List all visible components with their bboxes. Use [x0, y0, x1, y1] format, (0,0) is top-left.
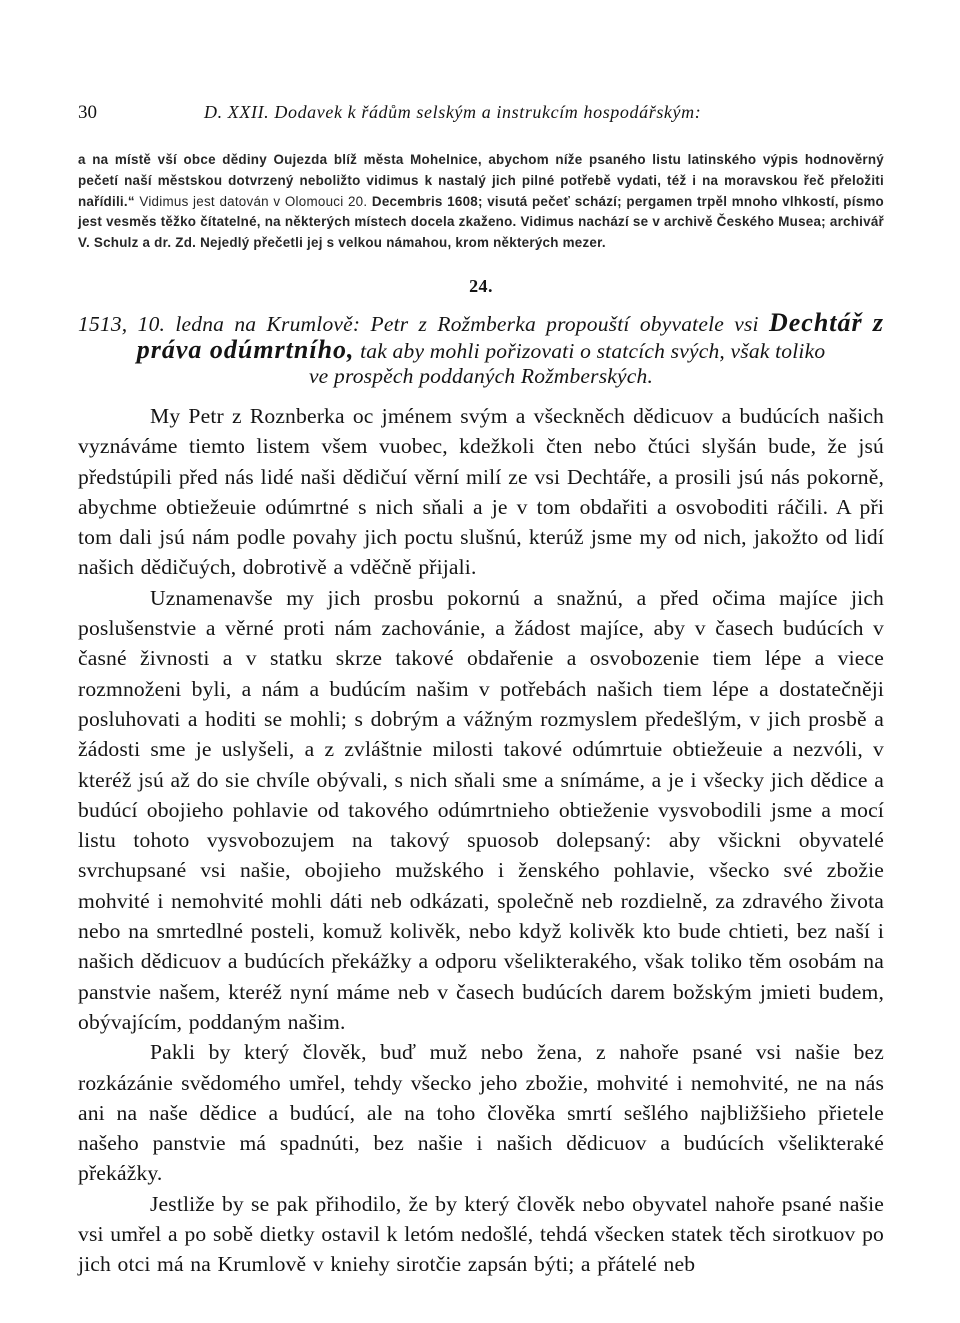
document-body	[78, 401, 884, 1280]
regest-date: 1513, 10. ledna na Krumlově:	[78, 311, 361, 336]
regest-village: Dechtář	[768, 307, 863, 337]
document-number: 24.	[469, 275, 493, 296]
body-paragraph: Uznamenavše my jich prosbu pokornú a snažnú, a před očima majíce jich poslušenstvie a věrné proti nám zachovánie, a žádost majíce, aby v časech budúcích v časné živnosti a v statku skrze takové obdařenie a osvobozenie tiem lépe a viece rozmnoženi byli, a nám a budúcím našim v potřebách našich tiem lépe a dostatečněji posluhovati a hoditi se mohli; s dobrým a vážným rozmyslem předešlým, v jich prosbě a žádosti sme je uslyšeli, a z zvláštnie milosti takové odúmrtuie obtiežeuie a nezvóli, v kteréž jsú až do sie chvíle obývali, s nich sňali sme a snímáme, a je i všecky jich dědice a budúcí obojieho pohlavie od takového odúmrtnieho obtieženie vysvobodili jsme a mocí listu tohoto vysvobozujem na takový spuosob dolepsaný: aby všickni obyvatelé svrchupsané vsi našie, obojieho mužského i ženského pohlavie, všecko své zbožie mohvité i nemohvité mohli dáti neb odkázati, společně neb rozdielně, za zdravého života nebo na smrtedlné posteli, komuž kolivěk, nebo když kolivěk kto bude chtieti, bez naší i našich dědicuov a budúcích překážky a odporu všelikterakého, však toliko těm osobám na panstvie našem, kteréž nyní máme neb v časech budúcích darem božským jmieti budem, obývajícím, poddaným našim.	[78, 585, 884, 1034]
body-paragraph: Jestliže by se pak přihodilo, že by který člověk nebo obyvatel nahoře psané našie vsi umřel a po sobě dietky ostavil k letóm nedošlé, tehdá všecken statek těch sirotkuov po jich otci má na Krumlově v kniehy sirotčie zapsán býti; a přátelé neb	[78, 1191, 884, 1277]
running-head: D. XXII. Dodavek k řádům selským a instrukcím hospodářským:	[204, 102, 702, 122]
regest-text-2: z práva odúmrtního,	[136, 307, 885, 364]
editorial-note-part-2: Vidimus jest datován v Olomouci 20.	[139, 193, 368, 209]
editorial-note-part-1: a na místě vší obce dědiny Oujezda blíž města Mohelnice, abychom níže psaného listu latinského výpis hodnověrný pečetí naší městskou dotvrzený neboližto vidimus k nastalý jich pilné potřebě vydati, též i na moravskou řeč přeložiti nařídili.“	[78, 152, 884, 209]
document-regest	[78, 307, 885, 389]
regest-text-1: Petr z Rožmberka propouští obyvatele vsi	[370, 311, 759, 336]
body-paragraph: Pakli by který člověk, buď muž nebo žena, z nahoře psané vsi našie bez rozkázánie svědomého umřel, tehdy všecko jeho zbožie, mohvité i nemohvité, ne na nás ani na naše dědice a budúcí, ale na toho člověka smrtí sešlého najbližšieho přietele našeho panstvie má spadnúti, bez našie i našich dědicuov a budúcích všelikteraké překážky.	[78, 1040, 884, 1186]
regest-text-4: ve prospěch poddaných Rožmberských.	[308, 363, 654, 388]
page-header	[78, 98, 884, 128]
page-number: 30	[78, 102, 97, 123]
editorial-note	[78, 150, 884, 254]
editorial-note-part-3: Decembris 1608; visutá pečeť schází; pergamen trpěl mnoho vlhkostí, písmo jest vesměs těžko čítatelné, na některých místech docela zkaženo. Vidimus nachází se v archivě Českého Musea; archivář V. Schulz a dr. Zd. Nejedlý přečetli jej s velkou námahou, krom některých mezer.	[78, 193, 884, 251]
regest-text-3: tak aby mohli pořizovati o statcích svých, však toliko	[360, 338, 826, 363]
body-paragraph: My Petr z Roznberka oc jménem svým a všeckněch dědicuov a budúcích našich vyznáváme tiemto listem všem vuobec, kdežkoli čten nebo čtúci slyšán bude, že jsú předstúpili před nás lidé naši dědičuí věrní milí ze vsi Dechtáře, a prosili jsú nás pokorně, abychme obtiežeuie odúmrtné s nich sňali a je v tom obdařiti a osvoboditi ráčili. A při tom dali jsú nám podle povahy jich poctu slušnú, kterúž jsme my od nich, jakožto od lidí našich dědičuých, dobrotivě a vděčně přijali.	[78, 403, 884, 580]
document-page	[78, 98, 884, 1280]
